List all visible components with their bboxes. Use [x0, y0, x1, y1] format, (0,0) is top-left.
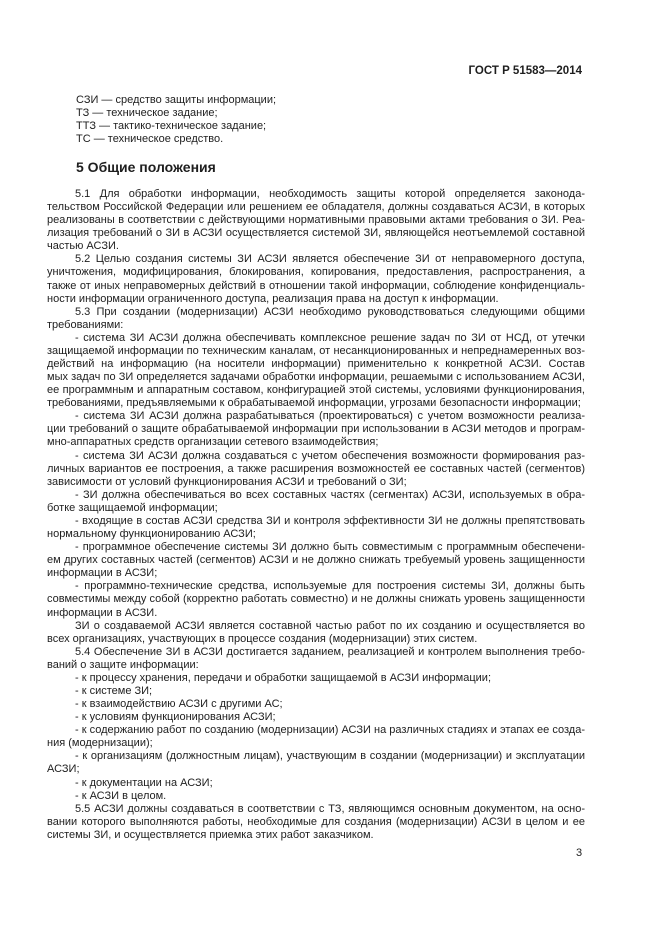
paragraph-line: нормальному функционированию АСЗИ;	[47, 528, 256, 541]
paragraph-line: частью АСЗИ.	[47, 240, 119, 253]
paragraph-line: - к содержанию работ по созданию (модернизации) АСЗИ на различных стадиях и этапах ее созда-	[75, 724, 585, 737]
paragraph	[47, 332, 585, 410]
paragraph	[47, 253, 585, 305]
paragraph-line: - система ЗИ АСЗИ должна разрабатываться (проектироваться) с учетом возможности реализа-	[75, 410, 585, 423]
paragraph-line: 5.3 При создании (модернизации) АСЗИ необходимо руководствоваться следующими общими	[75, 305, 585, 318]
paragraph	[47, 620, 585, 646]
paragraph-line: 5.2 Целью создания системы ЗИ АСЗИ является обеспечение ЗИ от неправомерного доступа,	[75, 253, 585, 266]
paragraph-line: - к условиям функционирования АСЗИ;	[75, 711, 276, 724]
paragraph-line: - к системе ЗИ;	[75, 684, 153, 697]
paragraph-line: совместимы между собой (корректно работать совместно) и не должны снижать уровень защищенности	[47, 593, 585, 606]
paragraph	[47, 750, 585, 776]
paragraph	[47, 306, 585, 332]
paragraph	[47, 685, 585, 698]
paragraph-line: реализованы в соответствии с действующими нормативными правовыми актами требования о ЗИ. Реа-	[47, 214, 585, 227]
paragraph	[47, 711, 585, 724]
paragraph-line: ния (модернизации);	[47, 737, 153, 750]
paragraph-line: - ЗИ должна обеспечиваться во всех составных частях (сегментах) АСЗИ, используемых в обра-	[75, 488, 585, 501]
paragraph	[47, 724, 585, 750]
section-body	[47, 188, 585, 842]
paragraph-line: мых задач по ЗИ определяется задачами обработки информации, решаемыми с использованием АСЗИ,	[47, 371, 585, 384]
paragraph-line: всех организациях, участвующих в процессе создания (модернизации) этих систем.	[47, 632, 478, 645]
paragraph	[47, 450, 585, 489]
abbreviation-item: СЗИ — средство защиты информации;	[76, 94, 277, 106]
paragraph-line: также от иных неправомерных действий в отношении такой информации, соблюдение конфиденциаль-	[47, 279, 585, 292]
paragraph-line: - к процессу хранения, передачи и обработки защищаемой в АСЗИ информации;	[75, 671, 491, 684]
paragraph	[47, 515, 585, 541]
paragraph-line: ем других составных частей (сегментов) АСЗИ и не должно снижать требуемый уровень защищенности	[47, 554, 585, 567]
paragraph-line: - программное обеспечение системы ЗИ должно быть совместимым с программным обеспечени-	[75, 541, 585, 554]
paragraph	[47, 698, 585, 711]
paragraph-line: - система ЗИ АСЗИ должна обеспечивать комплексное решение задач по ЗИ от НСД, от утечки	[75, 331, 585, 344]
paragraph-line: защищаемой информации по техническим каналам, от несанкционированных и непреднамеренных воз-	[47, 344, 585, 357]
paragraph-line: зависимости от условий функционирования АСЗИ и требований о ЗИ;	[47, 475, 407, 488]
paragraph-line: ваний о защите информации:	[47, 658, 199, 671]
abbreviation-item: ТТЗ — тактико-техническое задание;	[76, 120, 267, 132]
abbreviation-item: ТС — техническое средство.	[76, 133, 224, 145]
paragraph-line: требованиями:	[47, 318, 124, 331]
section-heading: 5 Общие положения	[76, 159, 216, 175]
paragraph-line: 5.1 Для обработки информации, необходимость защиты которой определяется законода-	[75, 188, 585, 200]
document-id-header: ГОСТ Р 51583—2014	[468, 65, 582, 77]
paragraph-line: - система ЗИ АСЗИ должна создаваться с учетом обеспечения возможности формирования раз-	[75, 449, 585, 462]
paragraph-line: - к организациям (должностным лицам), участвующим в создании (модернизации) и эксплуатации	[75, 750, 585, 763]
paragraph-line: требованиями, предъявляемыми к обрабатываемой информации, угрозами безопасности информации;	[47, 397, 581, 410]
paragraph-line: 5.5 АСЗИ должны создаваться в соответствии с ТЗ, являющимся основным документом, на осно-	[75, 802, 585, 815]
paragraph-line: - к взаимодействию АСЗИ с другими АС;	[75, 698, 283, 711]
paragraph-line: лизация требований о ЗИ в АСЗИ осуществляется системой ЗИ, являющейся неотъемлемой составной	[47, 227, 585, 240]
paragraph	[47, 646, 585, 672]
paragraph-line: личных вариантов ее построения, а также расширения возможностей ее составных частей (сегментов)	[47, 462, 585, 475]
paragraph	[47, 541, 585, 580]
paragraph	[47, 803, 585, 842]
paragraph-line: ее программным и аппаратным составом, конфигурацией этой системы, условиями функционирования,	[47, 384, 585, 397]
paragraph-line: ции требований о защите обрабатываемой информации при использовании в АСЗИ методов и програм-	[47, 423, 585, 436]
page-number: 3	[576, 847, 583, 859]
abbreviation-item: ТЗ — техническое задание;	[76, 107, 218, 119]
paragraph	[47, 410, 585, 449]
paragraph-line: ботке защищаемой информации;	[47, 501, 218, 514]
paragraph-line: информации в АСЗИ;	[47, 567, 158, 580]
paragraph-line: - к АСЗИ в целом.	[75, 789, 167, 802]
paragraph-line: - к документации на АСЗИ;	[75, 776, 213, 789]
paragraph-line: системы ЗИ, и осуществляется приемка этих работ заказчиком.	[47, 828, 374, 841]
paragraph-line: действий на информацию (на носители информации) применительно к конкретной АСЗИ. Состав	[47, 358, 585, 371]
paragraph-line: тельством Российской Федерации или решением ее обладателя, должны создаваться АСЗИ, в которых	[47, 201, 585, 214]
paragraph-line: ЗИ о создаваемой АСЗИ является составной частью работ по их созданию и осуществляется во	[75, 619, 585, 632]
paragraph	[47, 489, 585, 515]
paragraph	[47, 777, 585, 790]
paragraph-line: информации в АСЗИ.	[47, 606, 158, 619]
paragraph-line: вании которого выполняются работы, необходимые для создания (модернизации) АСЗИ в целом и ее	[47, 815, 585, 828]
paragraph	[47, 580, 585, 619]
paragraph	[47, 790, 585, 803]
paragraph-line: 5.4 Обеспечение ЗИ в АСЗИ достигается заданием, реализацией и контролем выполнения требо-	[75, 645, 585, 658]
paragraph	[47, 188, 585, 253]
paragraph-line: мно-аппаратных средств организации сетевого взаимодействия;	[47, 436, 379, 449]
abbreviations-list	[76, 94, 276, 146]
paragraph-line: ности информации ограниченного доступа, реализация права на доступ к информации.	[47, 292, 499, 305]
paragraph-line: уничтожения, модифицирования, блокирования, копирования, предоставления, распространения, а	[47, 266, 585, 279]
paragraph-line: - программно-технические средства, используемые для построения системы ЗИ, должны быть	[75, 580, 585, 593]
paragraph-line: - входящие в состав АСЗИ средства ЗИ и контроля эффективности ЗИ не должны препятствовать	[75, 514, 585, 527]
paragraph	[47, 672, 585, 685]
paragraph-line: АСЗИ;	[47, 763, 80, 776]
